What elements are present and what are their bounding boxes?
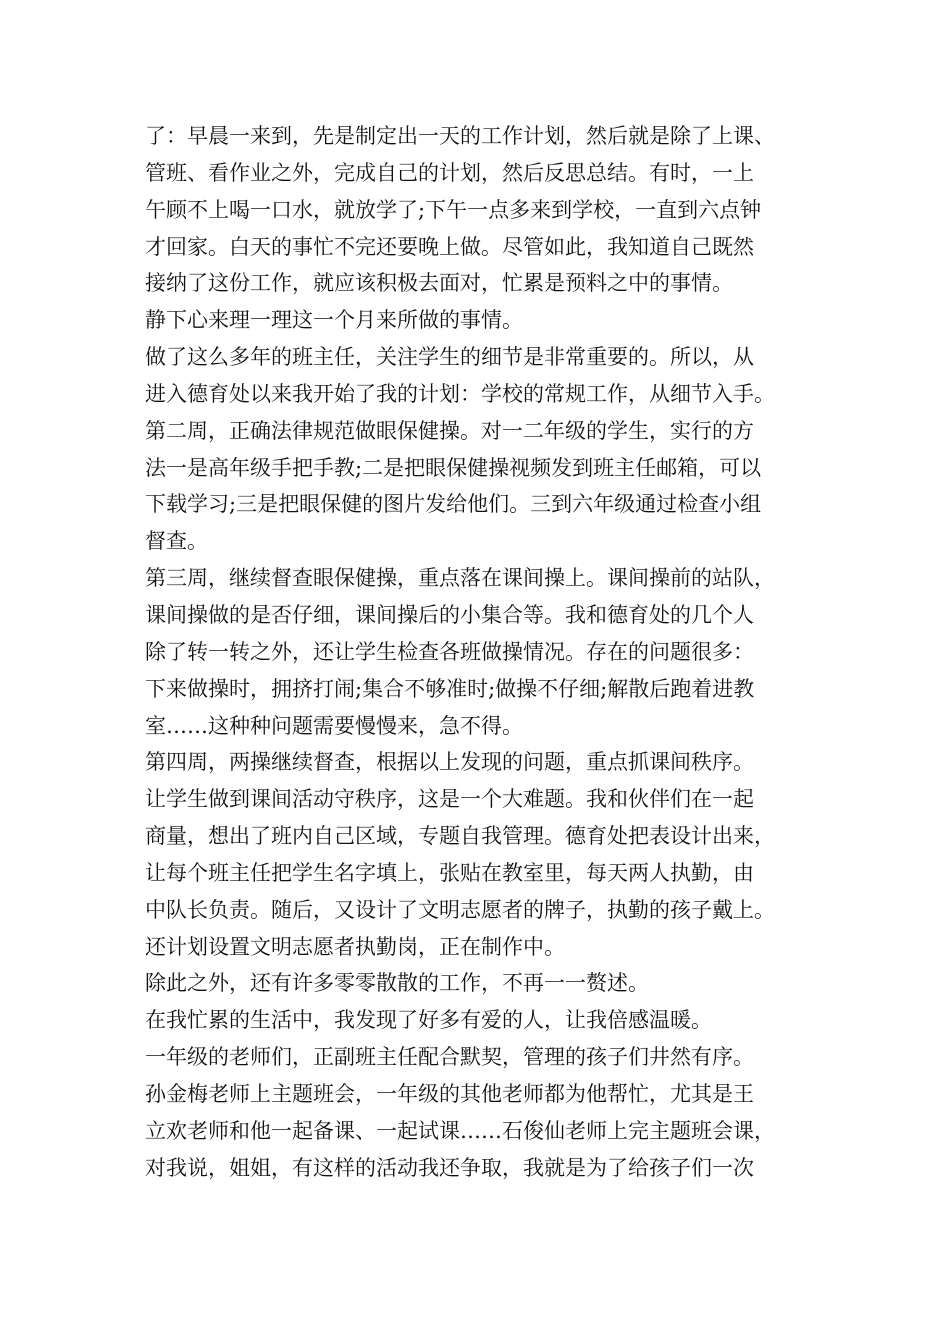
- text-line: 课间操做的是否仔细，课间操后的小集合等。我和德育处的几个人: [145, 602, 754, 627]
- text-line: 管班、看作业之外，完成自己的计划，然后反思总结。有时，一上: [145, 160, 754, 185]
- text-line: 下来做操时，拥挤打闹;集合不够准时;做操不仔细;解散后跑着进教: [145, 676, 755, 701]
- text-line: 室……这种种问题需要慢慢来，急不得。: [145, 713, 523, 738]
- body-text: [145, 118, 845, 1186]
- text-line: 中队长负责。随后，又设计了文明志愿者的牌子，执勤的孩子戴上。: [145, 897, 775, 922]
- text-line: 进入德育处以来我开始了我的计划：学校的常规工作，从细节入手。: [145, 381, 775, 406]
- text-line: 让学生做到课间活动守秩序，这是一个大难题。我和伙伴们在一起: [145, 787, 754, 812]
- text-line: 孙金梅老师上主题班会，一年级的其他老师都为他帮忙，尤其是王: [145, 1081, 754, 1106]
- text-line: 下载学习;三是把眼保健的图片发给他们。三到六年级通过检查小组: [145, 492, 762, 517]
- text-line: 在我忙累的生活中，我发现了好多有爱的人，让我倍感温暖。: [145, 1008, 712, 1033]
- text-line: 了：早晨一来到，先是制定出一天的工作计划，然后就是除了上课、: [145, 124, 775, 148]
- text-line: 督查。: [145, 529, 208, 554]
- text-line: 一年级的老师们，正副班主任配合默契，管理的孩子们井然有序。: [145, 1045, 754, 1070]
- text-line: 商量，想出了班内自己区域，专题自我管理。德育处把表设计出来，: [145, 824, 775, 849]
- text-line: 午顾不上喝一口水，就放学了;下午一点多来到学校，一直到六点钟: [145, 197, 762, 222]
- text-line: 对我说，姐姐，有这样的活动我还争取，我就是为了给孩子们一次: [145, 1155, 754, 1180]
- text-line: 才回家。白天的事忙不完还要晚上做。尽管如此，我知道自己既然: [145, 234, 754, 259]
- text-line: 让每个班主任把学生名字填上，张贴在教室里，每天两人执勤，由: [145, 860, 754, 885]
- text-line: 还计划设置文明志愿者执勤岗，正在制作中。: [145, 934, 565, 959]
- text-line: 立欢老师和他一起备课、一起试课……石俊仙老师上完主题班会课，: [145, 1118, 775, 1143]
- text-line: 第三周，继续督查眼保健操，重点落在课间操上。课间操前的站队，: [145, 566, 775, 591]
- text-line: 第二周，正确法律规范做眼保健操。对一二年级的学生，实行的方: [145, 418, 754, 443]
- text-line: 做了这么多年的班主任，关注学生的细节是非常重要的。所以，从: [145, 345, 754, 370]
- text-line: 法一是高年级手把手教;二是把眼保健操视频发到班主任邮箱，可以: [145, 455, 762, 480]
- text-line: 除了转一转之外，还让学生检查各班做操情况。存在的问题很多：: [145, 639, 754, 664]
- text-line: 接纳了这份工作，就应该积极去面对，忙累是预料之中的事情。: [145, 271, 733, 296]
- text-line: 静下心来理一理这一个月来所做的事情。: [145, 308, 523, 333]
- text-line: 第四周，两操继续督查，根据以上发现的问题，重点抓课间秩序。: [145, 750, 754, 775]
- text-line: 除此之外，还有许多零零散散的工作，不再一一赘述。: [145, 971, 649, 996]
